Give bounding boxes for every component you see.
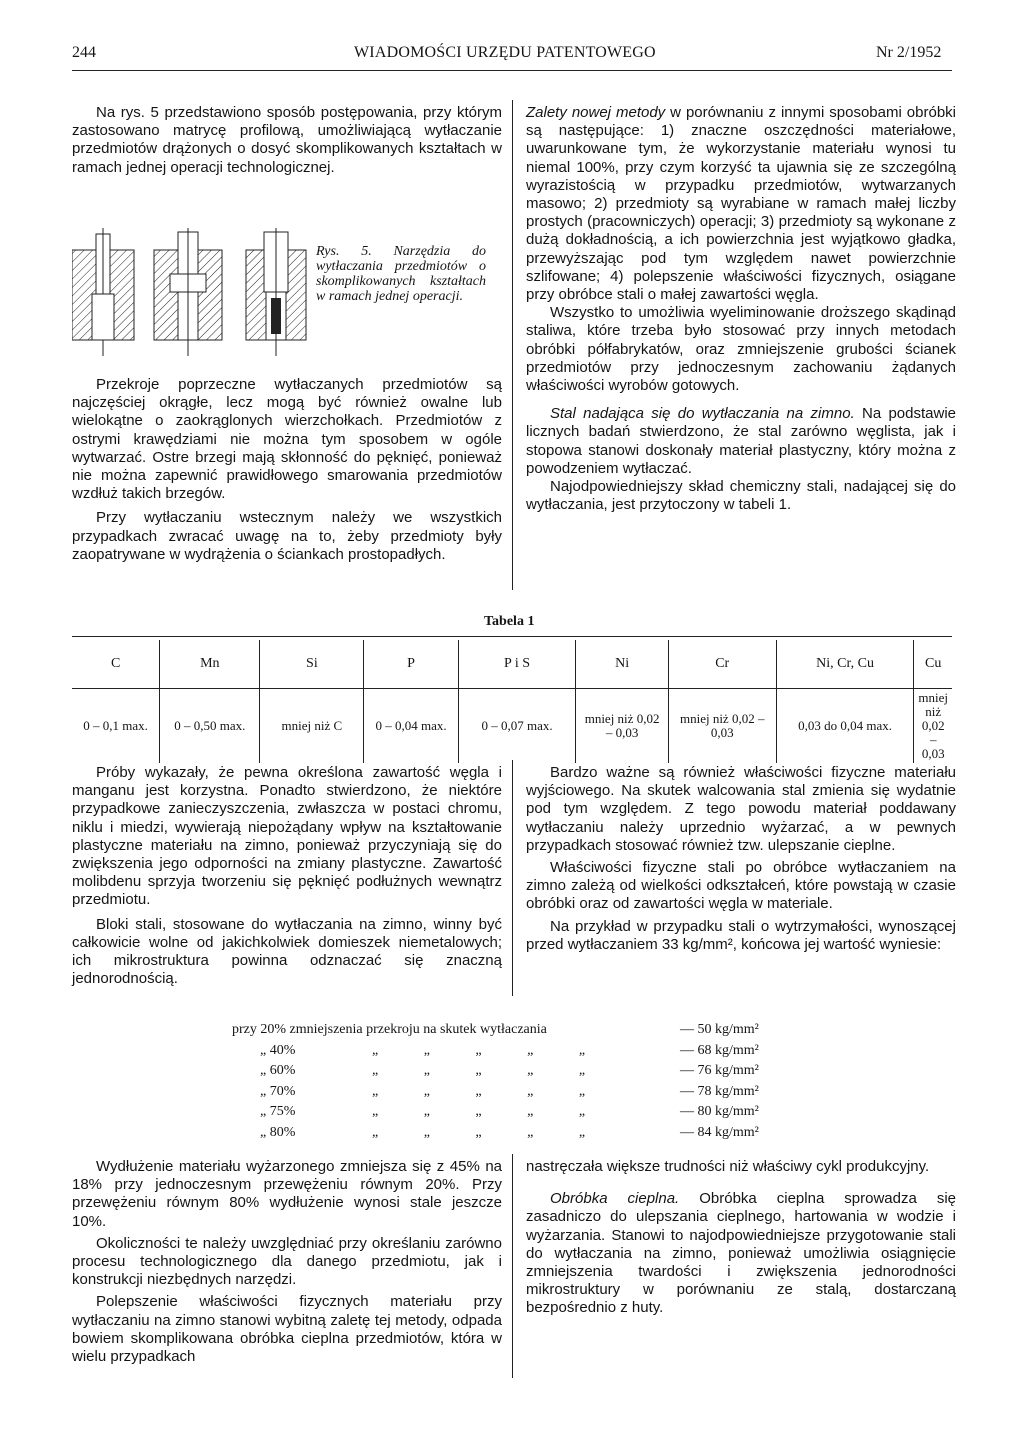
tool-3 (246, 228, 306, 356)
paragraph: Wszystko to umożliwia wyeliminowanie droższego skądinąd staliwa, które trzeba było stosować przy innych metodach obróbki półfabrykatów, oraz zmniejszenie grubości ścianek przedmiotów przy jednoczesnym zachowaniu żądanych właściwości wyrobów gotowych. (526, 304, 956, 395)
header-cell: P (364, 640, 458, 689)
paragraph: nastręczała większe trudności niż właściwy cykl produkcyjny. (526, 1158, 930, 1175)
page-number: 244 (72, 44, 96, 61)
table-cell: mniej niż 0,02 – 0,03 (576, 689, 668, 764)
header-cell: Mn (160, 640, 260, 689)
row-ditto: „ „ „ „ „ (372, 1124, 586, 1140)
table-header-row (72, 640, 952, 689)
figure-caption: Rys. 5. Narzędzia do wytłaczania przedmiotów o skomplikowanych kształtach w ramach jednej operacji. (316, 244, 486, 304)
italic-lead: Stal nadająca się do wytłaczania na zimno. (550, 405, 855, 423)
paragraph: Polepszenie właściwości fizycznych materiału przy wytłaczaniu na zimno stanowi wybitną zaletę tej metody, odpada bowiem skomplikowana obróbka cieplna przedmiotów, która w wielu przypadkach (72, 1293, 502, 1366)
column-divider (512, 1154, 513, 1378)
column-divider (512, 760, 513, 996)
row-lead: „ 80% (260, 1124, 296, 1140)
paragraph: Na przykład w przypadku stali o wytrzymałości, wynoszącej przed wytłaczaniem 33 kg/mm², końcowa jej wartość wyniesie: (526, 917, 956, 953)
paragraph: Bloki stali, stosowane do wytłaczania na zimno, winny być całkowicie wolne od jakichkolwiek domieszek niemetalowych; ich mikrostruktura powinna odznaczać się znaczną jednorodnością. (72, 915, 502, 988)
table-cell: mniej niż 0,02 – 0,03 (914, 689, 952, 764)
table-cell: mniej niż 0,02 – 0,03 (668, 689, 776, 764)
paragraph: Wydłużenie materiału wyżarzonego zmniejsza się z 45% na 18% przy jednoczesnym przewężeniu równym 20%. Przy przewężeniu równym 80% wydłużenie wynosi stale jeszcze 10%. (72, 1158, 502, 1230)
table-title: Tabela 1 (484, 614, 535, 629)
row-ditto: „ „ „ „ „ (372, 1042, 586, 1058)
right-bottom-column (526, 1158, 956, 1318)
row-value: — 76 kg/mm² (680, 1063, 759, 1078)
left-bottom-column (72, 1158, 502, 1366)
left-mid-column (72, 376, 502, 564)
table-cell: 0 – 0,50 max. (160, 689, 260, 764)
issue-number: Nr 2/1952 (876, 44, 942, 61)
table-cell: 0,03 do 0,04 max. (776, 689, 914, 764)
tool-1 (72, 228, 134, 356)
journal-title: WIADOMOŚCI URZĘDU PATENTOWEGO (354, 44, 656, 61)
row-lead: „ 60% (260, 1063, 296, 1078)
composition-table (72, 640, 952, 763)
left-lower-column (72, 764, 502, 988)
header-rule (72, 70, 952, 71)
row-value: — 78 kg/mm² (680, 1083, 759, 1099)
right-top-column (526, 104, 956, 514)
paragraph-text: Na podstawie licznych badań stwierdzono, że stal zarówno węglista, jak i stopowa stanowi doskonały materiał plastyczny, który można z powodzeniem wytłaczać. (526, 405, 956, 477)
italic-lead: Zalety nowej metody (526, 104, 666, 121)
table-cell: 0 – 0,04 max. (364, 689, 458, 764)
header-cell: Cu (914, 640, 952, 689)
paragraph: Okoliczności te należy uwzględniać przy określaniu zarówno procesu technologicznego dla danego przedmiotu, jak i konstrukcji niezbędnych narzędzi. (72, 1234, 502, 1289)
paragraph: Bardzo ważne są również właściwości fizyczne materiału wyjściowego. Na skutek walcowania stal zmienia się wydatnie pod tym względem. Z tego powodu materiał poddawany wytłaczaniu należy uprzednio wyżarzać, a w pewnych przypadkach stosować również tzw. ulepszanie cieplne. (526, 764, 956, 854)
paragraph (526, 1190, 956, 1317)
header-cell: Ni (576, 640, 668, 689)
paragraph: Przy wytłaczaniu wstecznym należy we wszystkich przypadkach zwracać uwagę na to, żeby przedmioty były zaopatrywane w wydrążenia o ściankach prostopadłych. (72, 509, 502, 563)
row-ditto: „ „ „ „ „ (372, 1083, 586, 1099)
row-lead: przy 20% zmniejszenia przekroju na skutek wytłaczania (232, 1022, 547, 1037)
paragraph: Właściwości fizyczne stali po obróbce wytłaczaniem na zimno zależą od wielkości odkształceń, które powstają w czasie obróbki oraz od zawartości węgla w materiale. (526, 859, 956, 913)
paragraph: Próby wykazały, że pewna określona zawartość węgla i manganu jest korzystna. Ponadto stwierdzono, że niektóre przypadkowe zanieczyszczenia, zwłaszcza w postaci chromu, niklu i miedzi, wywierają niepożądany wpływ na kształtowanie plastyczne materiału na zimno, ponieważ przyczyniają się do zwiększenia jego odporności na zmiany plastyczne. Zawartość molibdenu sprzyja tworzeniu się pęknięć podłużnych wewnątrz przedmiotu. (72, 764, 502, 909)
strength-row (232, 1061, 792, 1082)
table-cell: mniej niż C (260, 689, 364, 764)
paragraph-text: Obróbka cieplna sprowadza się zasadniczo do ulepszania cieplnego, hartowania w wodzie i wyżarzania. Stanowi to najodpowiedniejsze przygotowanie stali do wytłaczania na zimno, ponieważ umożliwia osiągnięcie zmniejszenia twardości i zwiększenia jednorodności mikrostruktury w porównaniu ze stalą, dostarczaną bezpośrednio z huty. (526, 1190, 956, 1317)
strength-row (232, 1102, 792, 1123)
row-ditto: „ „ „ „ „ (372, 1063, 586, 1078)
header-cell: C (72, 640, 160, 689)
strength-row (232, 1082, 792, 1103)
header-cell: Si (260, 640, 364, 689)
row-value: — 84 kg/mm² (680, 1124, 759, 1140)
strength-row (232, 1020, 792, 1041)
row-ditto: „ „ „ „ „ (372, 1104, 586, 1119)
strength-row (232, 1123, 792, 1144)
paragraph: Przekroje poprzeczne wytłaczanych przedmiotów są najczęściej okrągłe, lecz mogą być również owalne lub wielokątne o zaokrąglonych wierzchołkach. Przedmiotów z ostrymi krawędziami nie można tym sposobem w ogóle wytwarzać. Ostre brzegi mają skłonność do pęknięć, ponieważ nie można zapewnić prawidłowego smarowania przedmiotów wzdłuż takich brzegów. (72, 376, 502, 503)
row-lead: „ 70% (260, 1083, 296, 1099)
header-cell: Cr (668, 640, 776, 689)
table-cell: 0 – 0,1 max. (83, 718, 148, 733)
row-value: — 50 kg/mm² (680, 1022, 759, 1037)
extrusion-tools-drawing (72, 228, 322, 358)
row-value: — 68 kg/mm² (680, 1042, 759, 1058)
table-row (72, 689, 952, 764)
header-cell: Ni, Cr, Cu (776, 640, 914, 689)
tool-2 (154, 228, 222, 356)
figure-5 (72, 228, 322, 358)
table-cell: 0 – 0,07 max. (458, 689, 576, 764)
strength-row (232, 1041, 792, 1062)
paragraph: Najodpowiedniejszy skład chemiczny stali, nadającej się do wytłaczania, jest przytoczony w tabeli 1. (526, 478, 956, 514)
right-lower-column (526, 764, 956, 954)
paragraph-text: w porównaniu z innymi sposobami obróbki są następujące: 1) znaczne oszczędności materiałowe, uwarunkowane tym, że wykorzystanie materiału wynosi tu niemal 100%, przy czym korzyść ta ujawnia się ze szczególną wyrazistością w przypadku przedmiotów, wytwarzanych masowo; 2) przedmioty są wyrabiane w ramach małej liczby prostych (pracowniczych) operacji; 3) przedmioty są wykonane z dużą dokładnością, a ich powierzchnia jest wyjątkowo gładka, przewyższając pod tym względem nawet powierzchnie szlifowane; 4) polepszenie właściwości fizycznych, osiągane przy obróbce stali o małej zawartości węgla. (526, 104, 956, 304)
left-top-column (72, 104, 502, 177)
paragraph (526, 405, 956, 478)
row-lead: „ 75% (260, 1104, 296, 1119)
italic-lead: Obróbka cieplna. (550, 1190, 680, 1208)
row-lead: „ 40% (260, 1042, 296, 1058)
table-top-rule (72, 636, 952, 637)
paragraph: Na rys. 5 przedstawiono sposób postępowania, przy którym zastosowano matrycę profilową, umożliwiającą wytłaczanie przedmiotów drążonych o dosyć skomplikowanych kształtach w ramach jednej operacji technologicznej. (72, 104, 502, 176)
strength-table (232, 1020, 792, 1143)
column-divider (512, 100, 513, 590)
header-cell: P i S (458, 640, 576, 689)
paragraph (526, 104, 956, 304)
row-value: — 80 kg/mm² (680, 1104, 759, 1119)
